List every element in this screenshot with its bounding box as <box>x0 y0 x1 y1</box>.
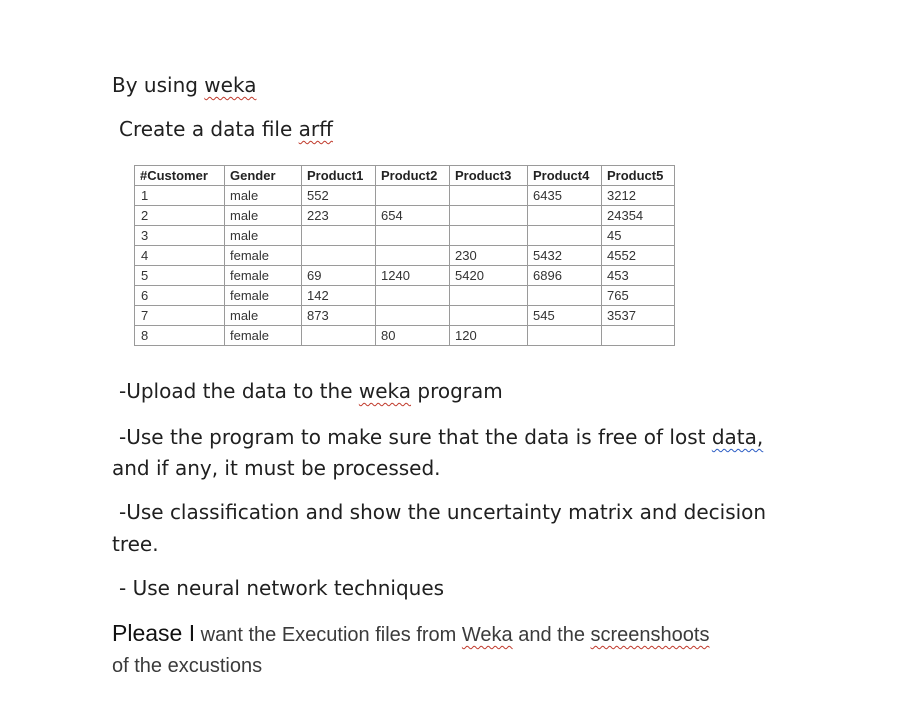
table-header-row <box>135 166 675 186</box>
heading-prefix: By using <box>112 73 205 97</box>
cell-customer: 7 <box>135 306 225 326</box>
cell-product2 <box>376 226 450 246</box>
cell-product3 <box>450 306 528 326</box>
cell-product4 <box>528 326 602 346</box>
cell-gender: female <box>225 326 302 346</box>
table-row <box>135 206 675 226</box>
cell-product1 <box>302 326 376 346</box>
cell-gender: female <box>225 266 302 286</box>
col-header-product4: Product4 <box>528 166 602 186</box>
heading <box>112 72 256 98</box>
cell-product2 <box>376 286 450 306</box>
col-header-customer: #Customer <box>135 166 225 186</box>
cell-product4: 545 <box>528 306 602 326</box>
table-row <box>135 326 675 346</box>
cell-product4: 6435 <box>528 186 602 206</box>
table-row <box>135 226 675 246</box>
request-line1 <box>112 620 709 648</box>
cell-product5: 765 <box>602 286 675 306</box>
customer-table-wrap <box>134 165 674 346</box>
cell-product3: 230 <box>450 246 528 266</box>
cell-gender: male <box>225 186 302 206</box>
task-missing-prefix: -Use the program to make sure that the data is free of lost <box>119 425 712 449</box>
cell-product2 <box>376 306 450 326</box>
cell-product1: 223 <box>302 206 376 226</box>
subheading <box>119 116 333 142</box>
col-header-product2: Product2 <box>376 166 450 186</box>
col-header-gender: Gender <box>225 166 302 186</box>
cell-product3 <box>450 206 528 226</box>
task-upload-prefix: -Upload the data to the <box>119 379 359 403</box>
cell-product5: 24354 <box>602 206 675 226</box>
cell-product4: 6896 <box>528 266 602 286</box>
cell-product2: 1240 <box>376 266 450 286</box>
cell-customer: 1 <box>135 186 225 206</box>
request-screens: screenshoots <box>590 624 710 646</box>
request-text2: and the <box>512 624 591 646</box>
cell-product4 <box>528 226 602 246</box>
task-upload-suffix: program <box>411 379 503 403</box>
task-missing-line2: and if any, it must be processed. <box>112 456 441 480</box>
cell-customer: 8 <box>135 326 225 346</box>
request-please: Please I <box>112 620 196 646</box>
subheading-prefix: Create a data file <box>119 117 299 141</box>
cell-product5: 3212 <box>602 186 675 206</box>
cell-product1 <box>302 226 376 246</box>
request-text1: want the Execution files from <box>195 624 462 646</box>
cell-gender: male <box>225 306 302 326</box>
table-row <box>135 246 675 266</box>
task-classification-line1: -Use classification and show the uncertainty matrix and decision <box>119 500 767 524</box>
cell-product2: 80 <box>376 326 450 346</box>
cell-gender: female <box>225 286 302 306</box>
table-row <box>135 266 675 286</box>
cell-product3: 120 <box>450 326 528 346</box>
heading-tool: weka <box>204 73 257 97</box>
cell-product2 <box>376 246 450 266</box>
table-row <box>135 286 675 306</box>
subheading-format: arff <box>298 117 333 141</box>
cell-product1: 142 <box>302 286 376 306</box>
cell-product4 <box>528 286 602 306</box>
cell-product1 <box>302 246 376 266</box>
cell-gender: female <box>225 246 302 266</box>
cell-customer: 4 <box>135 246 225 266</box>
cell-product5: 45 <box>602 226 675 246</box>
cell-gender: male <box>225 206 302 226</box>
task-upload-tool: weka <box>358 379 412 403</box>
customer-table <box>134 165 675 346</box>
cell-product5: 4552 <box>602 246 675 266</box>
cell-product1: 69 <box>302 266 376 286</box>
cell-customer: 5 <box>135 266 225 286</box>
cell-product1: 873 <box>302 306 376 326</box>
table-row <box>135 186 675 206</box>
cell-product5: 453 <box>602 266 675 286</box>
task-upload <box>119 378 503 404</box>
cell-product4: 5432 <box>528 246 602 266</box>
table-body <box>135 186 675 346</box>
col-header-product1: Product1 <box>302 166 376 186</box>
task-neural: - Use neural network techniques <box>119 576 445 600</box>
cell-product2: 654 <box>376 206 450 226</box>
cell-gender: male <box>225 226 302 246</box>
task-missing-line1 <box>119 424 763 450</box>
cell-product5 <box>602 326 675 346</box>
cell-product4 <box>528 206 602 226</box>
table-row <box>135 306 675 326</box>
cell-product3: 5420 <box>450 266 528 286</box>
request-tool: Weka <box>461 624 513 646</box>
task-missing-highlight: data, <box>711 425 764 449</box>
col-header-product3: Product3 <box>450 166 528 186</box>
task-classification-line2: tree. <box>112 532 159 556</box>
cell-product5: 3537 <box>602 306 675 326</box>
cell-product3 <box>450 286 528 306</box>
request-line2: of the excustions <box>112 655 263 677</box>
col-header-product5: Product5 <box>602 166 675 186</box>
cell-customer: 6 <box>135 286 225 306</box>
cell-product2 <box>376 186 450 206</box>
cell-customer: 3 <box>135 226 225 246</box>
cell-product1: 552 <box>302 186 376 206</box>
cell-product3 <box>450 226 528 246</box>
cell-customer: 2 <box>135 206 225 226</box>
cell-product3 <box>450 186 528 206</box>
